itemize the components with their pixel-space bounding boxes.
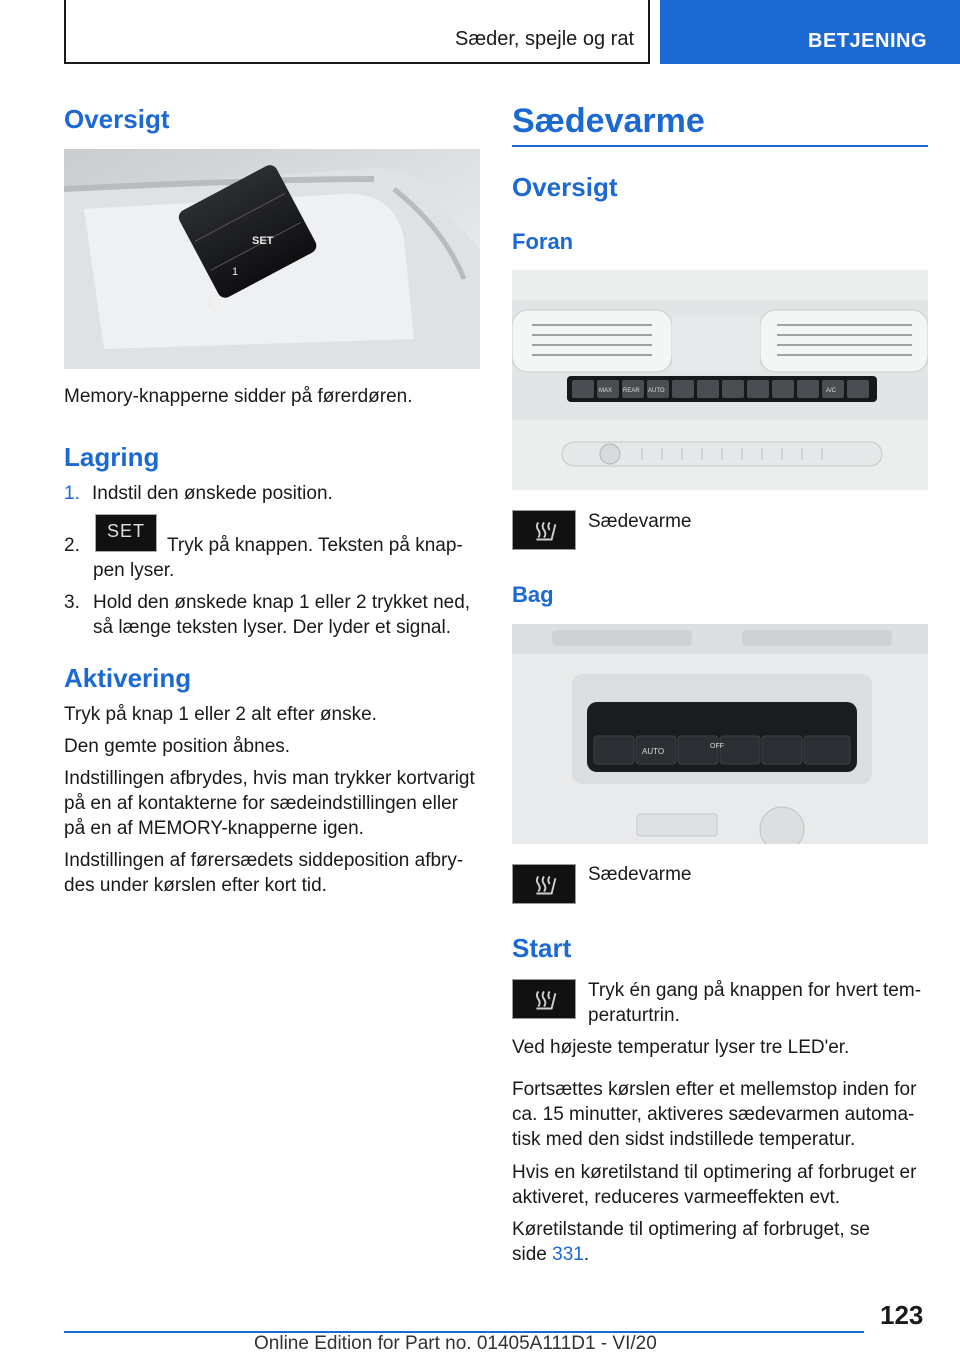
step-3-text-line2: så længe teksten lyser. Der lyder et signal. — [93, 617, 452, 638]
start-paragraph-4: Køretilstande til optimering af forbruget, se side 331. — [512, 1219, 871, 1265]
seat-heating-rear-icon — [512, 864, 576, 904]
title-rule — [512, 145, 928, 147]
header-chapter-box — [660, 0, 960, 64]
step-number: 1. — [64, 483, 80, 504]
activation-paragraph-3: Indstillingen afbrydes, hvis man trykker kortvarigt på en af kontakterne for sædeindstillingen eller på en af MEMORY-knapperne igen. — [64, 768, 475, 839]
page-title: Sædevarme — [512, 102, 705, 140]
rear-panel-photo — [512, 624, 928, 844]
overview-heading: Oversigt — [64, 104, 170, 134]
activation-paragraph-2: Den gemte position åbnes. — [64, 736, 291, 757]
storage-heading: Lagring — [64, 442, 160, 472]
set-key-label: SET — [252, 235, 274, 247]
step-text: Indstil den ønskede position. — [92, 483, 333, 504]
activation-paragraph-4: Indstillingen af førersædets siddeposition afbry- des under kørslen efter kort tid. — [64, 850, 464, 896]
start-heading: Start — [512, 933, 572, 963]
header-section-box — [64, 0, 650, 64]
front-heading: Foran — [512, 229, 574, 254]
rear-climate-panel-illustration — [512, 624, 928, 844]
door-panel-illustration — [64, 149, 480, 369]
memory-buttons-photo — [64, 149, 480, 369]
start-paragraph-3: Hvis en køretilstand til optimering af forbruget er aktiveret, reduceres varmeeffekten evt. — [512, 1162, 917, 1208]
page-number: 123 — [880, 1300, 924, 1330]
ac-key-label: A/C — [826, 388, 837, 394]
step-1 — [64, 481, 333, 506]
activation-paragraph-1: Tryk på knap 1 eller 2 alt efter ønske. — [64, 704, 377, 725]
rear-off-key-label: OFF — [710, 743, 724, 750]
photo-caption: Memory-knapperne sidder på førerdøren. — [64, 386, 413, 407]
seat-heating-front-icon — [512, 510, 576, 550]
page-reference-link[interactable]: 331 — [552, 1244, 584, 1265]
step-2-text-line1: Tryk på knappen. Teksten på knap- — [167, 535, 463, 556]
front-climate-panel-illustration — [512, 270, 928, 490]
seat-heating-start-icon — [512, 979, 576, 1019]
step-2-text-line2: pen lyser. — [93, 560, 175, 581]
step-3-number: 3. — [64, 592, 80, 613]
max-key-label: MAX — [599, 388, 613, 394]
chapter-title: BETJENING — [808, 30, 927, 52]
auto-key-label: AUTO — [648, 388, 665, 394]
start-paragraph-1: Ved højeste temperatur lyser tre LED'er. — [512, 1037, 850, 1058]
rear-auto-key-label: AUTO — [642, 747, 665, 756]
step-2-number: 2. — [64, 535, 80, 556]
step-3-text-line1: Hold den ønskede knap 1 eller 2 trykket ned, — [93, 592, 471, 613]
footer-edition: Online Edition for Part no. 01405A111D1 - VI/20 — [254, 1333, 657, 1354]
activation-heading: Aktivering — [64, 663, 192, 693]
start-icon-text: Tryk én gang på knappen for hvert tem- peraturtrin. — [588, 980, 922, 1026]
rear-heading: Bag — [512, 582, 554, 607]
rear-icon-label: Sædevarme — [588, 864, 692, 885]
rear-key-label: REAR — [623, 388, 640, 394]
key-2-label: 2 — [207, 297, 214, 309]
front-icon-label: Sædevarme — [588, 511, 692, 532]
section-title: Sæder, spejle og rat — [455, 28, 634, 50]
set-button-icon: SET — [95, 514, 157, 552]
front-panel-photo — [512, 270, 928, 490]
heating-overview-heading: Oversigt — [512, 172, 618, 202]
start-paragraph-2: Fortsættes kørslen efter et mellemstop inden for ca. 15 minutter, aktiveres sædevarmen automa- tisk med den sidst indstillede temperatur. — [512, 1079, 917, 1150]
key-1-label: 1 — [232, 266, 239, 278]
